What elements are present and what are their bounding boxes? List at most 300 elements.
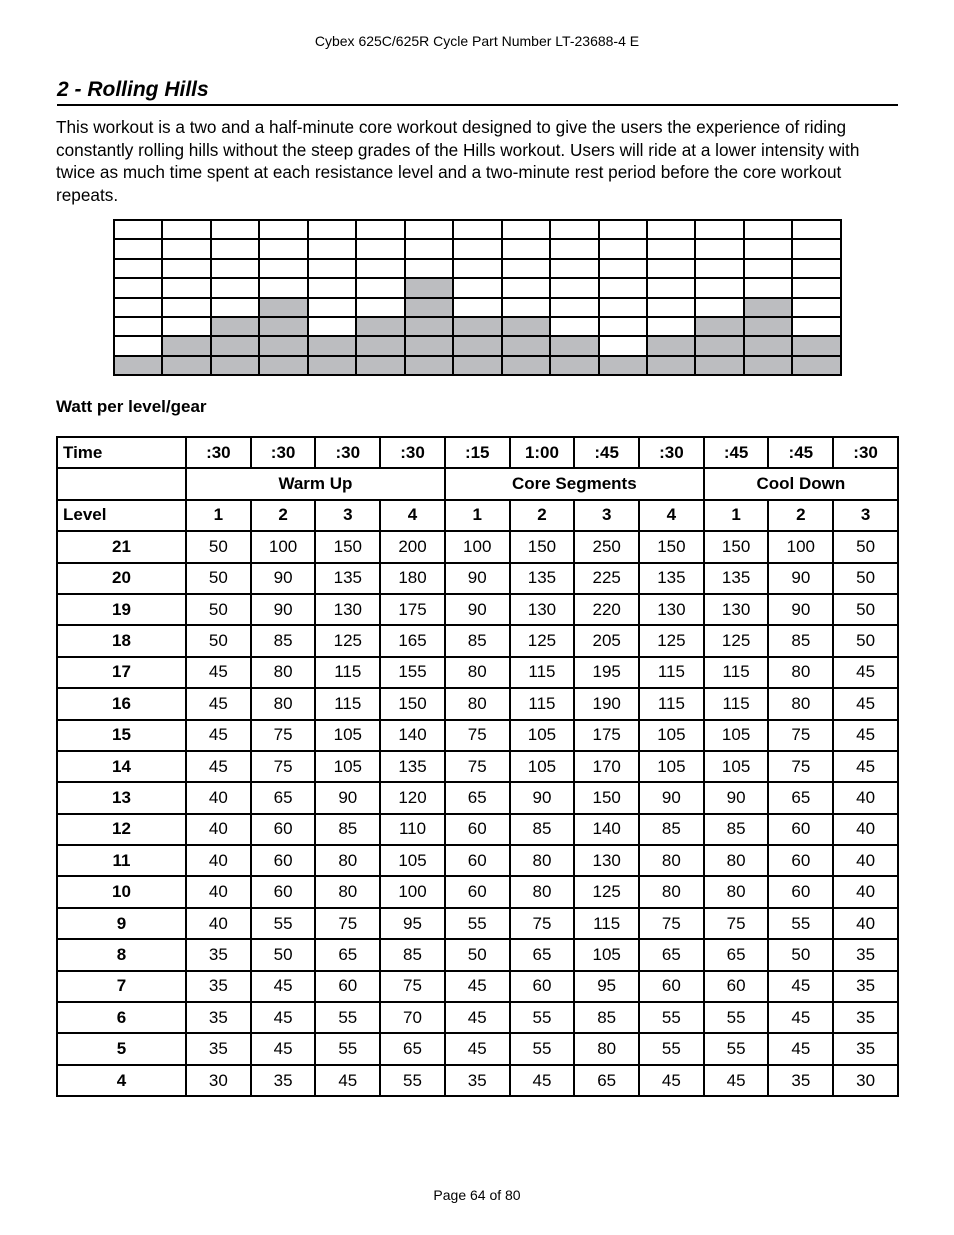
time-cell: :30 bbox=[380, 437, 445, 468]
watt-cell: 90 bbox=[768, 594, 833, 625]
watt-cell: 45 bbox=[315, 1065, 380, 1096]
profile-cell bbox=[695, 317, 743, 336]
watt-cell: 55 bbox=[315, 1002, 380, 1033]
watt-cell: 85 bbox=[380, 939, 445, 970]
watt-cell: 165 bbox=[380, 625, 445, 656]
segment-cell: 3 bbox=[833, 500, 898, 531]
watt-cell: 45 bbox=[445, 971, 510, 1002]
watt-cell: 250 bbox=[574, 531, 639, 562]
profile-cell bbox=[114, 259, 162, 278]
profile-cell bbox=[162, 278, 210, 297]
profile-cell bbox=[259, 356, 307, 375]
watt-cell: 45 bbox=[186, 751, 251, 782]
watt-cell: 45 bbox=[186, 720, 251, 751]
watt-cell: 80 bbox=[639, 876, 704, 907]
profile-cell bbox=[405, 317, 453, 336]
profile-cell bbox=[647, 239, 695, 258]
watt-cell: 220 bbox=[574, 594, 639, 625]
table-row bbox=[57, 1065, 898, 1096]
watt-cell: 100 bbox=[445, 531, 510, 562]
time-cell: :30 bbox=[833, 437, 898, 468]
profile-cell bbox=[114, 278, 162, 297]
watt-cell: 45 bbox=[251, 971, 316, 1002]
watt-cell: 50 bbox=[251, 939, 316, 970]
profile-cell bbox=[647, 317, 695, 336]
watt-cell: 80 bbox=[704, 845, 769, 876]
profile-cell bbox=[114, 239, 162, 258]
watt-table bbox=[56, 436, 899, 1097]
profile-cell bbox=[744, 317, 792, 336]
profile-cell bbox=[453, 220, 501, 239]
table-row bbox=[57, 563, 898, 594]
profile-cell bbox=[599, 356, 647, 375]
profile-cell bbox=[259, 336, 307, 355]
profile-cell bbox=[453, 298, 501, 317]
time-cell: :30 bbox=[186, 437, 251, 468]
profile-cell bbox=[259, 317, 307, 336]
profile-cell bbox=[453, 239, 501, 258]
watt-cell: 90 bbox=[315, 782, 380, 813]
watt-cell: 200 bbox=[380, 531, 445, 562]
table-row bbox=[57, 720, 898, 751]
watt-cell: 80 bbox=[704, 876, 769, 907]
level-cell: 9 bbox=[57, 908, 186, 939]
watt-cell: 115 bbox=[315, 657, 380, 688]
watt-cell: 40 bbox=[186, 782, 251, 813]
watt-cell: 170 bbox=[574, 751, 639, 782]
level-cell: 19 bbox=[57, 594, 186, 625]
watt-cell: 110 bbox=[380, 814, 445, 845]
profile-cell bbox=[308, 239, 356, 258]
watt-cell: 50 bbox=[186, 594, 251, 625]
segment-cell: 2 bbox=[510, 500, 575, 531]
profile-row bbox=[114, 356, 841, 375]
watt-cell: 135 bbox=[704, 563, 769, 594]
watt-cell: 120 bbox=[380, 782, 445, 813]
profile-cell bbox=[695, 278, 743, 297]
profile-cell bbox=[695, 336, 743, 355]
watt-cell: 195 bbox=[574, 657, 639, 688]
phase-cell: Cool Down bbox=[704, 468, 898, 499]
level-cell: 20 bbox=[57, 563, 186, 594]
profile-row bbox=[114, 239, 841, 258]
profile-cell bbox=[792, 356, 841, 375]
profile-cell bbox=[550, 336, 598, 355]
watt-cell: 35 bbox=[833, 1033, 898, 1064]
level-cell: 16 bbox=[57, 688, 186, 719]
profile-cell bbox=[695, 356, 743, 375]
time-cell: :15 bbox=[445, 437, 510, 468]
watt-cell: 80 bbox=[768, 688, 833, 719]
profile-cell bbox=[744, 336, 792, 355]
segment-cell: 3 bbox=[315, 500, 380, 531]
watt-cell: 55 bbox=[380, 1065, 445, 1096]
time-cell: :30 bbox=[639, 437, 704, 468]
table-row bbox=[57, 1033, 898, 1064]
watt-cell: 155 bbox=[380, 657, 445, 688]
section-title: 2 - Rolling Hills bbox=[57, 78, 898, 106]
profile-cell bbox=[308, 317, 356, 336]
watt-cell: 130 bbox=[315, 594, 380, 625]
watt-cell: 115 bbox=[639, 688, 704, 719]
watt-cell: 90 bbox=[704, 782, 769, 813]
table-row bbox=[57, 594, 898, 625]
watt-cell: 175 bbox=[380, 594, 445, 625]
workout-profile-grid bbox=[113, 219, 842, 376]
profile-cell bbox=[259, 239, 307, 258]
profile-cell bbox=[502, 317, 550, 336]
watt-cell: 35 bbox=[251, 1065, 316, 1096]
profile-cell bbox=[550, 278, 598, 297]
watt-cell: 45 bbox=[445, 1033, 510, 1064]
profile-cell bbox=[259, 259, 307, 278]
watt-cell: 105 bbox=[380, 845, 445, 876]
watt-cell: 60 bbox=[251, 876, 316, 907]
profile-cell bbox=[744, 220, 792, 239]
profile-cell bbox=[792, 259, 841, 278]
watt-cell: 80 bbox=[445, 688, 510, 719]
profile-cell bbox=[599, 298, 647, 317]
watt-cell: 45 bbox=[445, 1002, 510, 1033]
watt-cell: 80 bbox=[251, 657, 316, 688]
profile-cell bbox=[356, 336, 404, 355]
profile-cell bbox=[550, 220, 598, 239]
watt-cell: 45 bbox=[833, 688, 898, 719]
watt-cell: 135 bbox=[315, 563, 380, 594]
table-row bbox=[57, 688, 898, 719]
watt-cell: 45 bbox=[510, 1065, 575, 1096]
watt-cell: 205 bbox=[574, 625, 639, 656]
level-cell: 12 bbox=[57, 814, 186, 845]
profile-cell bbox=[453, 317, 501, 336]
watt-cell: 50 bbox=[186, 625, 251, 656]
profile-cell bbox=[162, 317, 210, 336]
profile-cell bbox=[502, 259, 550, 278]
watt-cell: 60 bbox=[251, 845, 316, 876]
profile-cell bbox=[502, 278, 550, 297]
watt-cell: 30 bbox=[186, 1065, 251, 1096]
profile-cell bbox=[114, 336, 162, 355]
watt-cell: 80 bbox=[251, 688, 316, 719]
watt-cell: 45 bbox=[251, 1002, 316, 1033]
watt-cell: 55 bbox=[704, 1002, 769, 1033]
watt-cell: 75 bbox=[251, 720, 316, 751]
watt-cell: 45 bbox=[186, 688, 251, 719]
watt-cell: 90 bbox=[768, 563, 833, 594]
profile-cell bbox=[211, 317, 259, 336]
watt-cell: 130 bbox=[510, 594, 575, 625]
profile-cell bbox=[453, 259, 501, 278]
watt-cell: 75 bbox=[768, 720, 833, 751]
watt-cell: 65 bbox=[445, 782, 510, 813]
watt-cell: 50 bbox=[186, 531, 251, 562]
watt-cell: 60 bbox=[639, 971, 704, 1002]
profile-cell bbox=[599, 239, 647, 258]
watt-cell: 150 bbox=[380, 688, 445, 719]
watt-cell: 105 bbox=[510, 751, 575, 782]
time-cell: :45 bbox=[768, 437, 833, 468]
profile-cell bbox=[647, 220, 695, 239]
watt-cell: 55 bbox=[510, 1002, 575, 1033]
profile-cell bbox=[599, 336, 647, 355]
table-row bbox=[57, 876, 898, 907]
watt-cell: 80 bbox=[315, 876, 380, 907]
watt-cell: 140 bbox=[380, 720, 445, 751]
profile-row bbox=[114, 259, 841, 278]
watt-cell: 60 bbox=[768, 845, 833, 876]
profile-cell bbox=[356, 259, 404, 278]
profile-cell bbox=[792, 317, 841, 336]
watt-cell: 55 bbox=[445, 908, 510, 939]
profile-cell bbox=[792, 278, 841, 297]
profile-cell bbox=[695, 239, 743, 258]
watt-cell: 95 bbox=[574, 971, 639, 1002]
profile-row bbox=[114, 278, 841, 297]
watt-cell: 125 bbox=[639, 625, 704, 656]
watt-cell: 85 bbox=[639, 814, 704, 845]
phase-cell: Core Segments bbox=[445, 468, 704, 499]
watt-cell: 50 bbox=[833, 594, 898, 625]
watt-cell: 180 bbox=[380, 563, 445, 594]
profile-cell bbox=[502, 356, 550, 375]
segment-row bbox=[57, 500, 898, 531]
profile-cell bbox=[308, 336, 356, 355]
page-footer: Page 64 of 80 bbox=[433, 1187, 521, 1203]
watt-cell: 65 bbox=[768, 782, 833, 813]
watt-cell: 65 bbox=[639, 939, 704, 970]
level-cell: 13 bbox=[57, 782, 186, 813]
profile-cell bbox=[647, 336, 695, 355]
watt-cell: 45 bbox=[251, 1033, 316, 1064]
watt-cell: 65 bbox=[574, 1065, 639, 1096]
profile-cell bbox=[405, 239, 453, 258]
watt-cell: 60 bbox=[315, 971, 380, 1002]
watt-cell: 105 bbox=[315, 720, 380, 751]
watt-cell: 60 bbox=[768, 814, 833, 845]
watt-cell: 75 bbox=[704, 908, 769, 939]
watt-cell: 30 bbox=[833, 1065, 898, 1096]
watt-cell: 75 bbox=[510, 908, 575, 939]
profile-cell bbox=[356, 356, 404, 375]
watt-cell: 35 bbox=[833, 939, 898, 970]
time-cell: :45 bbox=[704, 437, 769, 468]
watt-cell: 225 bbox=[574, 563, 639, 594]
segment-cell: 3 bbox=[574, 500, 639, 531]
watt-cell: 105 bbox=[639, 720, 704, 751]
watt-cell: 125 bbox=[315, 625, 380, 656]
watt-cell: 100 bbox=[768, 531, 833, 562]
watt-cell: 60 bbox=[445, 876, 510, 907]
level-cell: 6 bbox=[57, 1002, 186, 1033]
table-row bbox=[57, 625, 898, 656]
profile-cell bbox=[792, 220, 841, 239]
profile-cell bbox=[211, 239, 259, 258]
watt-cell: 135 bbox=[510, 563, 575, 594]
page-header: Cybex 625C/625R Cycle Part Number LT-23688-4 E bbox=[314, 33, 640, 49]
level-cell: 4 bbox=[57, 1065, 186, 1096]
profile-cell bbox=[695, 298, 743, 317]
watt-cell: 75 bbox=[445, 720, 510, 751]
watt-cell: 50 bbox=[768, 939, 833, 970]
profile-cell bbox=[308, 259, 356, 278]
level-cell: 8 bbox=[57, 939, 186, 970]
segment-cell: 4 bbox=[639, 500, 704, 531]
watt-cell: 65 bbox=[380, 1033, 445, 1064]
watt-cell: 40 bbox=[186, 876, 251, 907]
profile-cell bbox=[792, 298, 841, 317]
time-cell: :30 bbox=[251, 437, 316, 468]
profile-cell bbox=[308, 356, 356, 375]
level-cell: 18 bbox=[57, 625, 186, 656]
profile-cell bbox=[162, 259, 210, 278]
profile-cell bbox=[599, 278, 647, 297]
watt-cell: 90 bbox=[510, 782, 575, 813]
watt-cell: 55 bbox=[251, 908, 316, 939]
profile-cell bbox=[259, 278, 307, 297]
watt-cell: 50 bbox=[833, 625, 898, 656]
watt-cell: 75 bbox=[380, 971, 445, 1002]
watt-cell: 55 bbox=[315, 1033, 380, 1064]
watt-cell: 85 bbox=[768, 625, 833, 656]
watt-cell: 85 bbox=[251, 625, 316, 656]
watt-cell: 40 bbox=[833, 814, 898, 845]
table-row bbox=[57, 782, 898, 813]
watt-cell: 80 bbox=[510, 876, 575, 907]
watt-cell: 45 bbox=[768, 1002, 833, 1033]
table-row bbox=[57, 751, 898, 782]
watt-cell: 50 bbox=[186, 563, 251, 594]
watt-cell: 190 bbox=[574, 688, 639, 719]
profile-cell bbox=[599, 317, 647, 336]
watt-cell: 45 bbox=[833, 751, 898, 782]
watt-cell: 85 bbox=[574, 1002, 639, 1033]
watt-cell: 85 bbox=[315, 814, 380, 845]
profile-cell bbox=[744, 298, 792, 317]
profile-cell bbox=[502, 298, 550, 317]
profile-cell bbox=[211, 259, 259, 278]
watt-cell: 80 bbox=[768, 657, 833, 688]
watt-cell: 45 bbox=[768, 971, 833, 1002]
table-row bbox=[57, 939, 898, 970]
profile-cell bbox=[259, 220, 307, 239]
profile-cell bbox=[744, 259, 792, 278]
watt-cell: 130 bbox=[704, 594, 769, 625]
level-cell: 10 bbox=[57, 876, 186, 907]
watt-cell: 105 bbox=[510, 720, 575, 751]
watt-cell: 105 bbox=[704, 720, 769, 751]
watt-cell: 175 bbox=[574, 720, 639, 751]
watt-cell: 45 bbox=[833, 720, 898, 751]
watt-cell: 90 bbox=[445, 594, 510, 625]
profile-cell bbox=[211, 298, 259, 317]
watt-cell: 140 bbox=[574, 814, 639, 845]
profile-cell bbox=[114, 317, 162, 336]
watt-cell: 45 bbox=[186, 657, 251, 688]
watt-cell: 35 bbox=[445, 1065, 510, 1096]
profile-cell bbox=[405, 278, 453, 297]
watt-cell: 80 bbox=[445, 657, 510, 688]
watt-cell: 115 bbox=[510, 688, 575, 719]
profile-cell bbox=[356, 278, 404, 297]
profile-cell bbox=[792, 239, 841, 258]
watt-cell: 115 bbox=[510, 657, 575, 688]
watt-cell: 105 bbox=[315, 751, 380, 782]
watt-cell: 105 bbox=[574, 939, 639, 970]
watt-cell: 75 bbox=[315, 908, 380, 939]
profile-cell bbox=[405, 259, 453, 278]
watt-cell: 105 bbox=[639, 751, 704, 782]
watt-cell: 85 bbox=[704, 814, 769, 845]
watt-cell: 40 bbox=[833, 845, 898, 876]
profile-row bbox=[114, 317, 841, 336]
profile-cell bbox=[114, 298, 162, 317]
watt-cell: 40 bbox=[833, 876, 898, 907]
watt-cell: 90 bbox=[445, 563, 510, 594]
watt-cell: 150 bbox=[510, 531, 575, 562]
watt-cell: 45 bbox=[704, 1065, 769, 1096]
time-label: Time bbox=[57, 437, 186, 468]
level-cell: 11 bbox=[57, 845, 186, 876]
watt-cell: 105 bbox=[704, 751, 769, 782]
watt-cell: 60 bbox=[510, 971, 575, 1002]
watt-cell: 35 bbox=[186, 939, 251, 970]
profile-cell bbox=[356, 239, 404, 258]
profile-cell bbox=[308, 278, 356, 297]
watt-cell: 60 bbox=[704, 971, 769, 1002]
profile-cell bbox=[550, 239, 598, 258]
profile-cell bbox=[502, 220, 550, 239]
profile-cell bbox=[647, 278, 695, 297]
segment-cell: 1 bbox=[186, 500, 251, 531]
watt-cell: 130 bbox=[639, 594, 704, 625]
watt-heading: Watt per level/gear bbox=[56, 397, 207, 416]
profile-cell bbox=[162, 220, 210, 239]
watt-cell: 35 bbox=[833, 1002, 898, 1033]
watt-cell: 90 bbox=[639, 782, 704, 813]
watt-cell: 135 bbox=[380, 751, 445, 782]
watt-cell: 125 bbox=[574, 876, 639, 907]
watt-cell: 115 bbox=[315, 688, 380, 719]
watt-cell: 90 bbox=[251, 594, 316, 625]
watt-cell: 55 bbox=[639, 1002, 704, 1033]
time-row bbox=[57, 437, 898, 468]
segment-cell: 4 bbox=[380, 500, 445, 531]
watt-cell: 55 bbox=[639, 1033, 704, 1064]
watt-cell: 60 bbox=[445, 814, 510, 845]
profile-cell bbox=[356, 298, 404, 317]
watt-cell: 40 bbox=[186, 908, 251, 939]
profile-cell bbox=[405, 336, 453, 355]
watt-cell: 60 bbox=[445, 845, 510, 876]
profile-cell bbox=[162, 298, 210, 317]
watt-cell: 80 bbox=[574, 1033, 639, 1064]
profile-cell bbox=[695, 259, 743, 278]
profile-cell bbox=[550, 298, 598, 317]
profile-cell bbox=[599, 220, 647, 239]
segment-cell: 1 bbox=[445, 500, 510, 531]
profile-cell bbox=[744, 278, 792, 297]
watt-cell: 100 bbox=[251, 531, 316, 562]
watt-cell: 100 bbox=[380, 876, 445, 907]
watt-cell: 35 bbox=[833, 971, 898, 1002]
watt-cell: 75 bbox=[251, 751, 316, 782]
intro-paragraph: This workout is a two and a half-minute core workout designed to give the users the experience of riding constantly rolling hills without the steep grades of the Hills workout. Users will ride at a lower intensity with twice as much time spent at each resistance level and a two-minute rest period before the core workout repeats. bbox=[56, 117, 860, 205]
profile-cell bbox=[695, 220, 743, 239]
level-cell: 15 bbox=[57, 720, 186, 751]
watt-cell: 90 bbox=[251, 563, 316, 594]
table-row bbox=[57, 657, 898, 688]
profile-cell bbox=[792, 336, 841, 355]
